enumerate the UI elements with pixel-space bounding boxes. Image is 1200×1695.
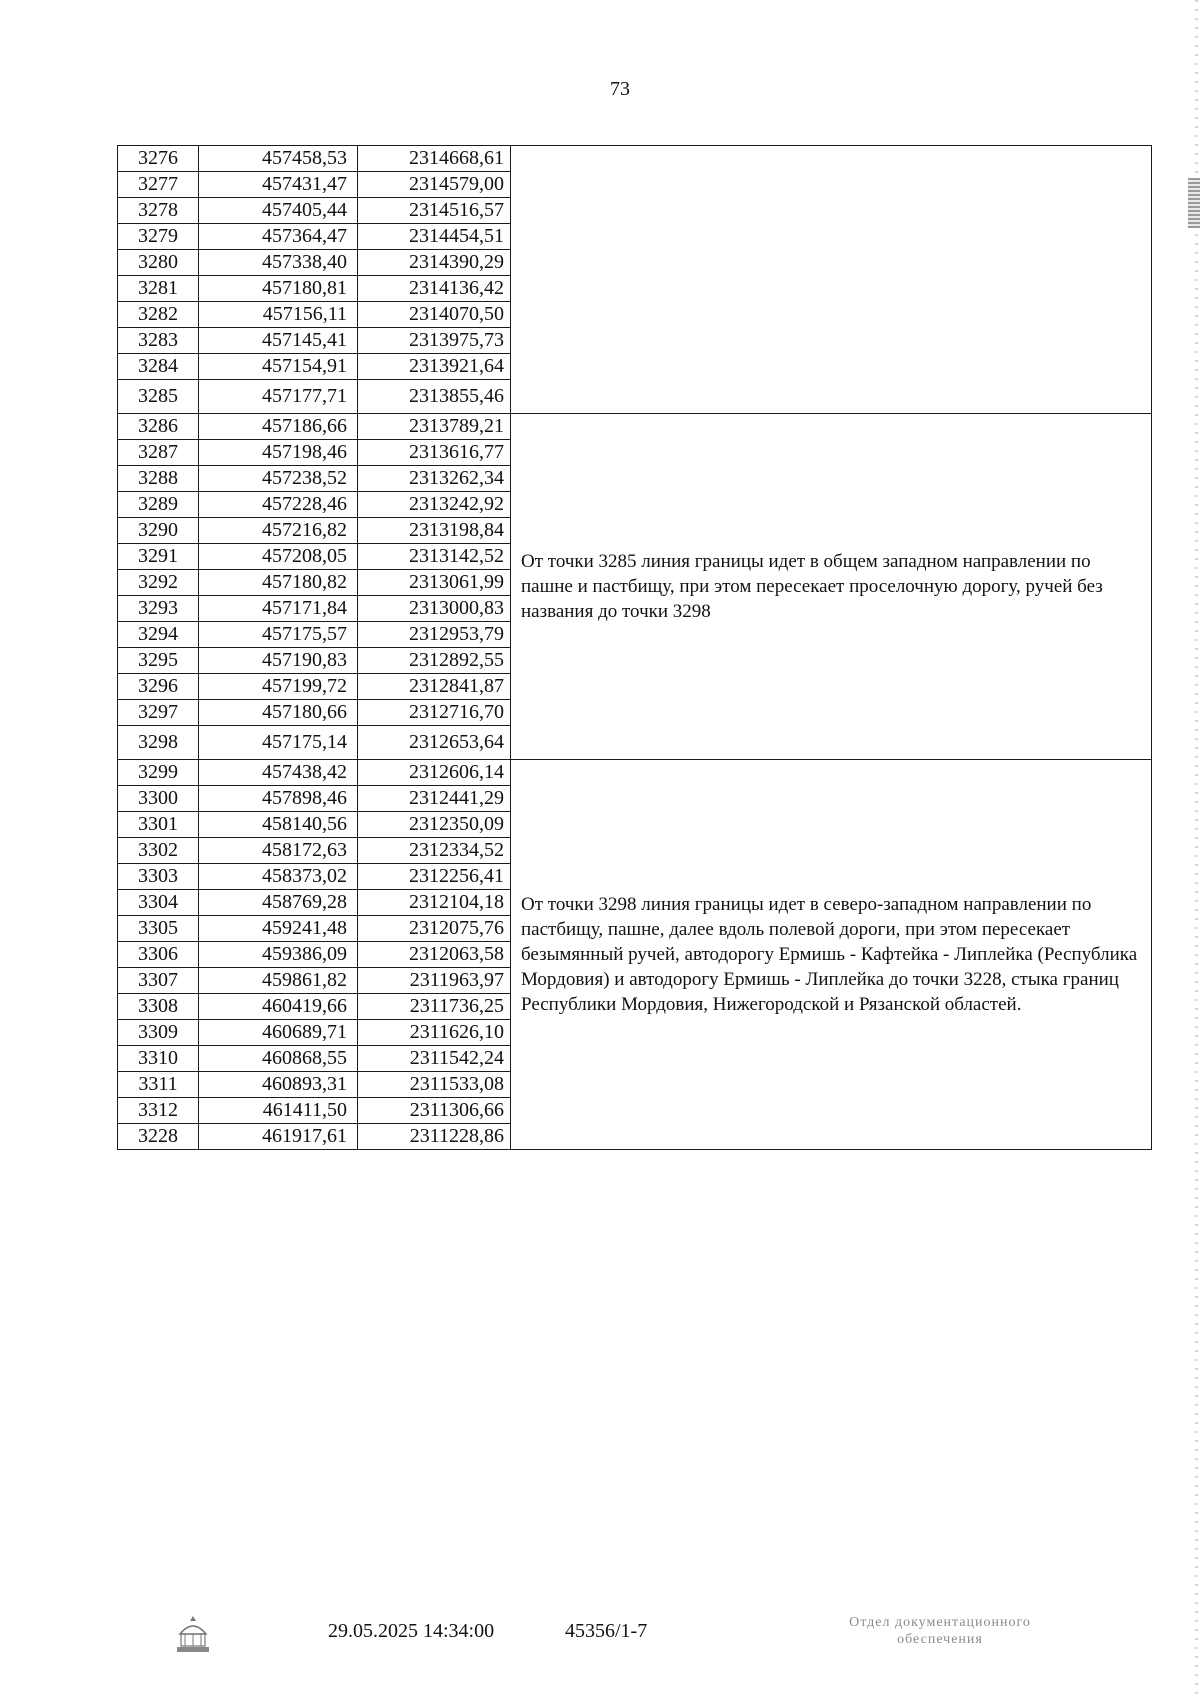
x-coordinate: 457364,47 [199,224,358,250]
x-coordinate: 461411,50 [199,1098,358,1124]
y-coordinate: 2313975,73 [358,328,511,354]
x-coordinate: 457198,46 [199,440,358,466]
x-coordinate: 457175,14 [199,726,358,760]
y-coordinate: 2312606,14 [358,760,511,786]
point-number: 3310 [118,1046,199,1072]
x-coordinate: 460893,31 [199,1072,358,1098]
point-number: 3286 [118,414,199,440]
point-number: 3280 [118,250,199,276]
x-coordinate: 457171,84 [199,596,358,622]
x-coordinate: 458373,02 [199,864,358,890]
x-coordinate: 457177,71 [199,380,358,414]
x-coordinate: 458769,28 [199,890,358,916]
point-number: 3299 [118,760,199,786]
x-coordinate: 457180,81 [199,276,358,302]
footer-document-code: 45356/1-7 [565,1620,648,1642]
x-coordinate: 457238,52 [199,466,358,492]
x-coordinate: 457438,42 [199,760,358,786]
x-coordinate: 457208,05 [199,544,358,570]
point-number: 3288 [118,466,199,492]
point-number: 3290 [118,518,199,544]
y-coordinate: 2312104,18 [358,890,511,916]
y-coordinate: 2313061,99 [358,570,511,596]
point-number: 3301 [118,812,199,838]
x-coordinate: 457199,72 [199,674,358,700]
x-coordinate: 459386,09 [199,942,358,968]
y-coordinate: 2312334,52 [358,838,511,864]
y-coordinate: 2313142,52 [358,544,511,570]
table-row [118,414,1152,440]
point-number: 3306 [118,942,199,968]
point-number: 3276 [118,146,199,172]
x-coordinate: 461917,61 [199,1124,358,1150]
y-coordinate: 2313921,64 [358,354,511,380]
point-number: 3287 [118,440,199,466]
point-number: 3303 [118,864,199,890]
y-coordinate: 2314454,51 [358,224,511,250]
point-number: 3228 [118,1124,199,1150]
stamp-line-2: обеспечения [897,1632,983,1647]
footer-datetime: 29.05.2025 14:34:00 [328,1620,495,1642]
point-number: 3311 [118,1072,199,1098]
x-coordinate: 458172,63 [199,838,358,864]
y-coordinate: 2311626,10 [358,1020,511,1046]
y-coordinate: 2314070,50 [358,302,511,328]
point-number: 3292 [118,570,199,596]
boundary-description: От точки 3285 линия границы идет в общем западном направлении по пашне и пастбищу, при этом пересекает проселочную дорогу, ручей без названия до точки 3298 [511,414,1152,760]
y-coordinate: 2312653,64 [358,726,511,760]
x-coordinate: 460868,55 [199,1046,358,1072]
x-coordinate: 457431,47 [199,172,358,198]
y-coordinate: 2314136,42 [358,276,511,302]
point-number: 3304 [118,890,199,916]
y-coordinate: 2311533,08 [358,1072,511,1098]
y-coordinate: 2313789,21 [358,414,511,440]
point-number: 3312 [118,1098,199,1124]
stamp-line-1: Отдел документационного [849,1615,1031,1630]
y-coordinate: 2313855,46 [358,380,511,414]
y-coordinate: 2311306,66 [358,1098,511,1124]
y-coordinate: 2312075,76 [358,916,511,942]
point-number: 3277 [118,172,199,198]
department-stamp [790,1614,1090,1648]
point-number: 3307 [118,968,199,994]
point-number: 3284 [118,354,199,380]
y-coordinate: 2314516,57 [358,198,511,224]
point-number: 3283 [118,328,199,354]
y-coordinate: 2311736,25 [358,994,511,1020]
y-coordinate: 2314668,61 [358,146,511,172]
point-number: 3295 [118,648,199,674]
table-row [118,146,1152,172]
y-coordinate: 2312256,41 [358,864,511,890]
y-coordinate: 2313262,34 [358,466,511,492]
point-number: 3285 [118,380,199,414]
x-coordinate: 457156,11 [199,302,358,328]
y-coordinate: 2312350,09 [358,812,511,838]
point-number: 3309 [118,1020,199,1046]
page-number: 73 [610,78,630,100]
x-coordinate: 459861,82 [199,968,358,994]
y-coordinate: 2313000,83 [358,596,511,622]
scan-edge [1195,0,1198,1695]
x-coordinate: 460689,71 [199,1020,358,1046]
x-coordinate: 457186,66 [199,414,358,440]
y-coordinate: 2313616,77 [358,440,511,466]
point-number: 3282 [118,302,199,328]
x-coordinate: 459241,48 [199,916,358,942]
point-number: 3305 [118,916,199,942]
boundary-description [511,146,1152,414]
x-coordinate: 457175,57 [199,622,358,648]
y-coordinate: 2312892,55 [358,648,511,674]
point-number: 3296 [118,674,199,700]
point-number: 3294 [118,622,199,648]
y-coordinate: 2312063,58 [358,942,511,968]
point-number: 3302 [118,838,199,864]
y-coordinate: 2313242,92 [358,492,511,518]
y-coordinate: 2311228,86 [358,1124,511,1150]
x-coordinate: 457190,83 [199,648,358,674]
x-coordinate: 457458,53 [199,146,358,172]
table-row [118,760,1152,786]
x-coordinate: 457154,91 [199,354,358,380]
point-number: 3298 [118,726,199,760]
y-coordinate: 2312716,70 [358,700,511,726]
point-number: 3300 [118,786,199,812]
point-number: 3289 [118,492,199,518]
y-coordinate: 2313198,84 [358,518,511,544]
y-coordinate: 2314390,29 [358,250,511,276]
y-coordinate: 2312841,87 [358,674,511,700]
scan-mark [1188,178,1200,228]
y-coordinate: 2311542,24 [358,1046,511,1072]
point-number: 3278 [118,198,199,224]
point-number: 3293 [118,596,199,622]
boundary-description: От точки 3298 линия границы идет в северо-западном направлении по пастбищу, пашне, далее вдоль полевой дороги, при этом пересекает безымянный ручей, автодорогу Ермишь - Кафтейка - Липлейка (Республика Мордовия) и автодорогу Ермишь - Липлейка до точки 3228, стыка границ Республики Мордовия, Нижегородской и Рязанской областей. [511,760,1152,1150]
point-number: 3297 [118,700,199,726]
y-coordinate: 2312441,29 [358,786,511,812]
point-number: 3281 [118,276,199,302]
x-coordinate: 457145,41 [199,328,358,354]
x-coordinate: 457180,66 [199,700,358,726]
emblem-logo [172,1612,214,1658]
x-coordinate: 460419,66 [199,994,358,1020]
y-coordinate: 2311963,97 [358,968,511,994]
x-coordinate: 457898,46 [199,786,358,812]
point-number: 3308 [118,994,199,1020]
y-coordinate: 2314579,00 [358,172,511,198]
point-number: 3291 [118,544,199,570]
x-coordinate: 457405,44 [199,198,358,224]
point-number: 3279 [118,224,199,250]
coordinates-table [117,145,1152,1150]
x-coordinate: 458140,56 [199,812,358,838]
y-coordinate: 2312953,79 [358,622,511,648]
x-coordinate: 457180,82 [199,570,358,596]
x-coordinate: 457216,82 [199,518,358,544]
x-coordinate: 457338,40 [199,250,358,276]
x-coordinate: 457228,46 [199,492,358,518]
